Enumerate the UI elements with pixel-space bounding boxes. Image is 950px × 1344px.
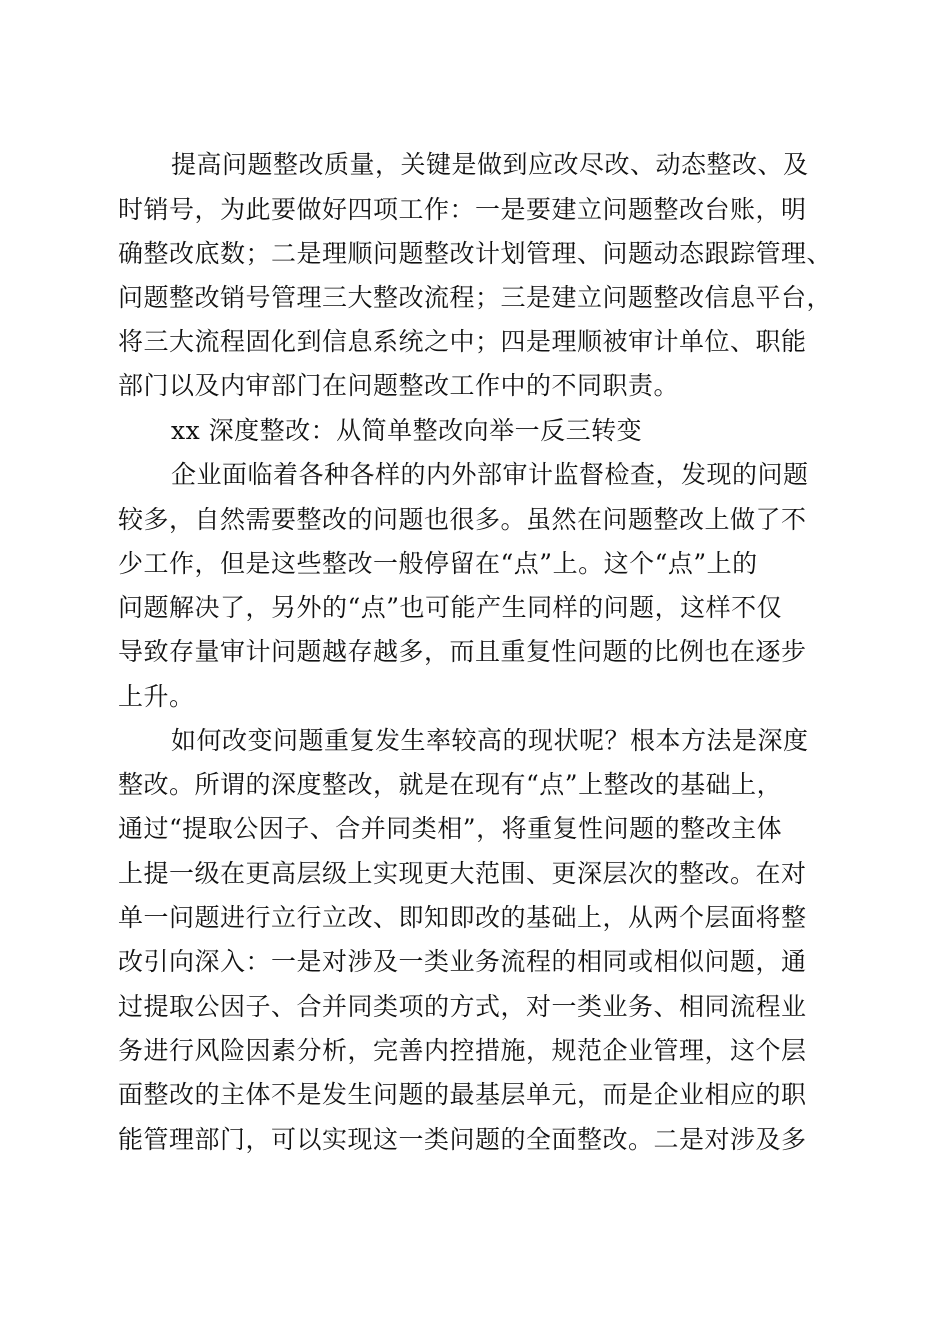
paragraph-3-line-7: 过提取公因子、合并同类项的方式，对一类业务、相同流程业 [118, 992, 807, 1021]
paragraph-2-line-3: 少工作，但是这些整改一般停留在“点”上。这个“点”上的 [118, 549, 758, 578]
paragraph-3-line-4: 上提一级在更高层级上实现更大范围、更深层次的整改。在对 [118, 859, 807, 888]
paragraph-1-line-1: 提高问题整改质量，关键是做到应改尽改、动态整改、及 [171, 150, 809, 179]
section-heading: xx 深度整改：从简单整改向举一反三转变 [171, 416, 643, 445]
paragraph-2-line-4: 问题解决了，另外的“点”也可能产生同样的问题，这样不仅 [118, 593, 783, 622]
paragraph-3-line-3: 通过“提取公因子、合并同类相”，将重复性问题的整改主体 [118, 814, 783, 843]
paragraph-3-line-6: 改引向深入：一是对涉及一类业务流程的相同或相似问题，通 [118, 947, 807, 976]
paragraph-1-line-5: 将三大流程固化到信息系统之中；四是理顺被审计单位、职能 [118, 327, 807, 356]
paragraph-1-line-3: 确整改底数；二是理顺问题整改计划管理、问题动态跟踪管理、 [118, 239, 833, 268]
paragraph-2-line-6: 上升。 [118, 682, 195, 711]
paragraph-2-line-1: 企业面临着各种各样的内外部审计监督检查，发现的问题 [171, 460, 809, 489]
paragraph-2-line-2: 较多，自然需要整改的问题也很多。虽然在问题整改上做了不 [118, 505, 807, 534]
paragraph-1-line-6: 部门以及内审部门在问题整改工作中的不同职责。 [118, 371, 680, 400]
paragraph-1-line-4: 问题整改销号管理三大整改流程；三是建立问题整改信息平台， [118, 283, 833, 312]
paragraph-3-line-9: 面整改的主体不是发生问题的最基层单元，而是企业相应的职 [118, 1080, 807, 1109]
paragraph-3-line-8: 务进行风险因素分析，完善内控措施，规范企业管理，这个层 [118, 1036, 807, 1065]
paragraph-3-line-5: 单一问题进行立行立改、即知即改的基础上，从两个层面将整 [118, 903, 807, 932]
paragraph-3-line-10: 能管理部门，可以实现这一类问题的全面整改。二是对涉及多 [118, 1125, 807, 1154]
paragraph-2-line-5: 导致存量审计问题越存越多，而且重复性问题的比例也在逐步 [118, 637, 807, 666]
paragraph-3-line-2: 整改。所谓的深度整改，就是在现有“点”上整改的基础上， [118, 770, 783, 799]
paragraph-1-line-2: 时销号，为此要做好四项工作：一是要建立问题整改台账，明 [118, 195, 807, 224]
paragraph-3-line-1: 如何改变问题重复发生率较高的现状呢？根本方法是深度 [171, 726, 809, 755]
